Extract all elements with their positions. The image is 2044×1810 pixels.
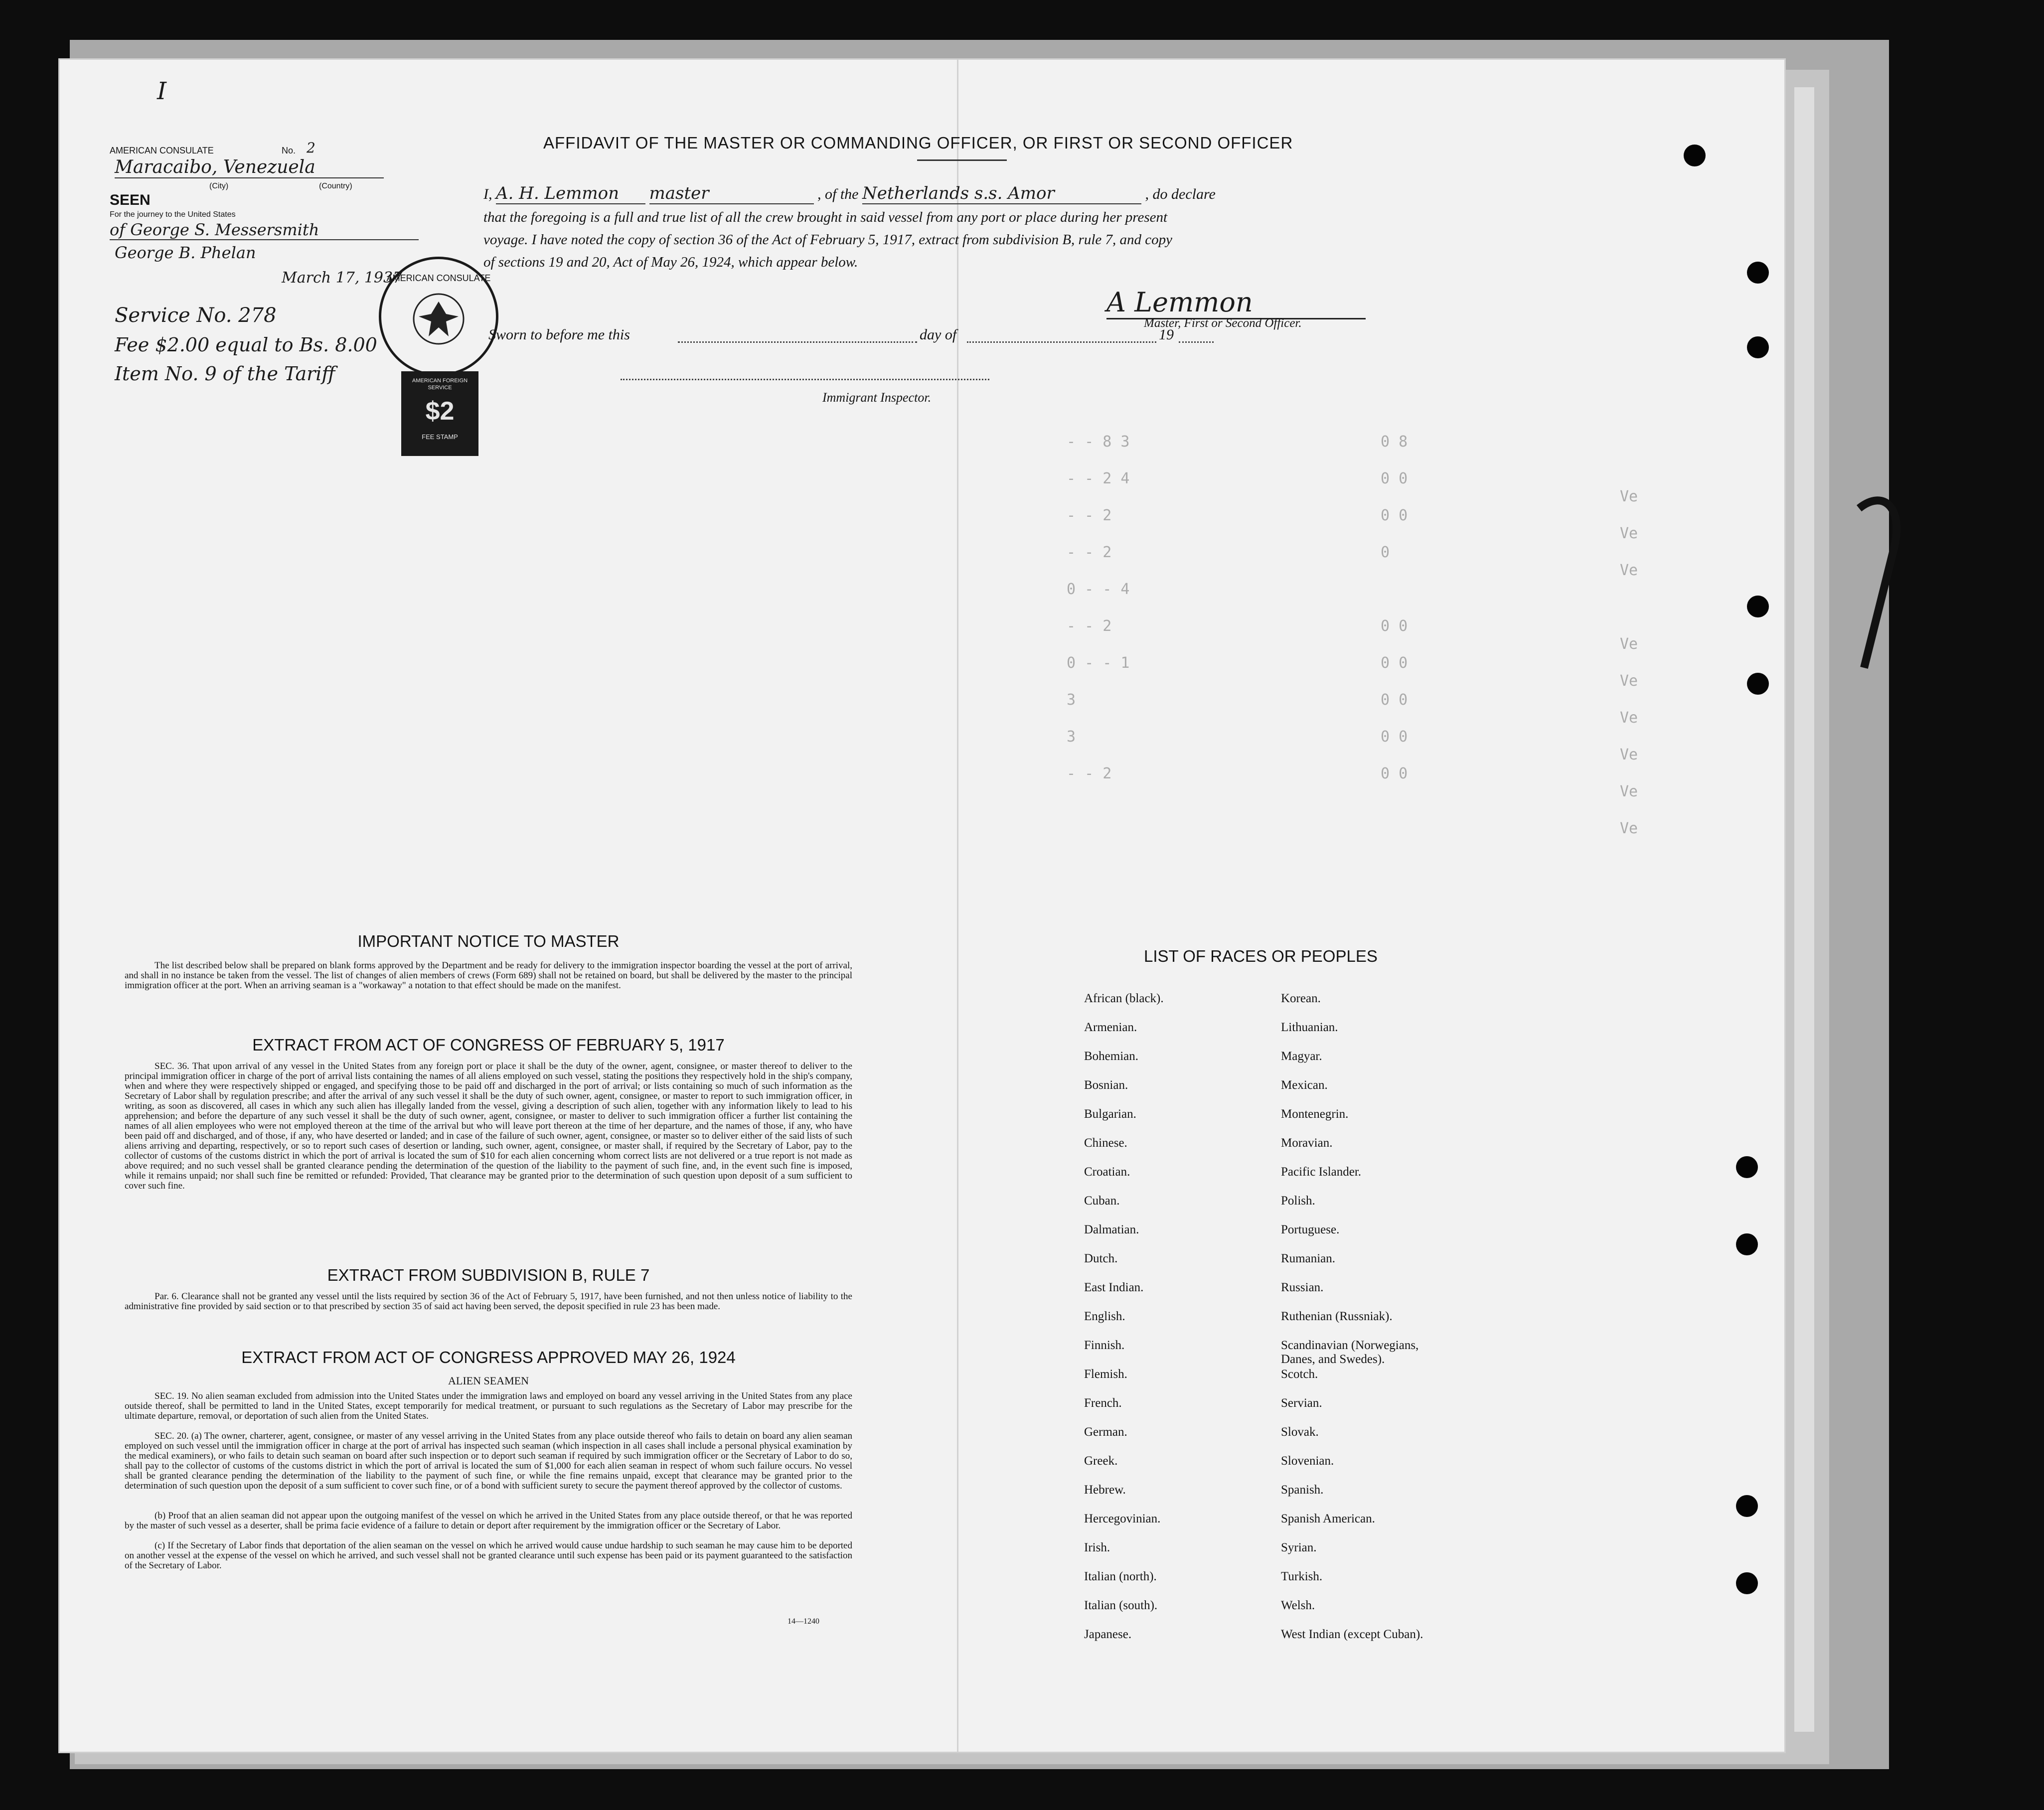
race-left: Bosnian. <box>1084 1078 1128 1092</box>
fee-stamp-top: AMERICAN FOREIGN SERVICE <box>412 378 468 391</box>
race-left: African (black). <box>1084 992 1164 1005</box>
race-right: Portuguese. <box>1281 1223 1340 1236</box>
race-left: Bulgarian. <box>1084 1107 1136 1121</box>
extract-1924-sec19: SEC. 19. No alien seaman excluded from admission into the United States under the immigration laws and employed on board any vessel arriving in the United States from any place outside thereof, shall be permitted to land in the United States, except temporarily for medical treatment, or pursuant to such regulations as the Secretary of Labor may prescribe for the ultimate departure, removal, or deportation of such alien from the United States. <box>125 1391 852 1421</box>
race-left: Chinese. <box>1084 1136 1127 1150</box>
master-name: A. H. Lemmon <box>496 183 645 204</box>
race-right: Montenegrin. <box>1281 1107 1349 1121</box>
race-left: English. <box>1084 1310 1125 1323</box>
binding-cord <box>1854 488 1914 678</box>
fee-stamp <box>401 371 478 456</box>
race-right: Pacific Islander. <box>1281 1165 1362 1179</box>
consulate-header: AMERICAN CONSULATE <box>110 146 214 155</box>
extract-rule7-title: EXTRACT FROM SUBDIVISION B, RULE 7 <box>327 1266 650 1284</box>
punch-hole <box>1736 1572 1758 1594</box>
sworn-month-field <box>967 341 1156 343</box>
punch-hole <box>1736 1495 1758 1517</box>
extract-1917-title: EXTRACT FROM ACT OF CONGRESS OF FEBRUARY 5, 1917 <box>252 1036 725 1054</box>
affidavit-line4: of sections 19 and 20, Act of May 26, 1924, which appear below. <box>483 254 858 270</box>
page-fold <box>957 60 958 1752</box>
declare-label: , do declare <box>1145 186 1216 202</box>
bleedthrough-column: - - 8 3 - - 2 4 - - 2 - - 2 0 - - 4 - - 2 0 - - 1 3 3 - - 2 <box>1067 433 1130 782</box>
extract-rule7-text: Par. 6. Clearance shall not be granted any vessel until the lists required by section 36 of the Act of February 5, 1917, have been furnished, and not then unless notice of liability to the administrative fine provided by said section or to that prescribed by section 35 of said act having been served, the deposit specified in rule 23 has been made. <box>125 1291 852 1312</box>
race-left: Italian (north). <box>1084 1570 1157 1583</box>
extract-1924-subtitle: ALIEN SEAMEN <box>448 1374 529 1387</box>
extract-1924-title: EXTRACT FROM ACT OF CONGRESS APPROVED MAY 26, 1924 <box>241 1348 736 1366</box>
consul-line: of George S. Messersmith <box>110 220 419 240</box>
race-left: French. <box>1084 1396 1122 1410</box>
bleedthrough-column: Ve Ve Ve Ve Ve Ve Ve Ve Ve <box>1620 488 1638 837</box>
race-left: Japanese. <box>1084 1628 1132 1641</box>
fee-note: Fee $2.00 equal to Bs. 8.00 <box>115 334 377 356</box>
affidavit-title: AFFIDAVIT OF THE MASTER OR COMMANDING OFFICER, OR FIRST OR SECOND OFFICER <box>543 134 1293 152</box>
punch-hole <box>1747 262 1769 284</box>
punch-hole <box>1747 336 1769 358</box>
service-number: Service No. 278 <box>115 304 277 327</box>
back-page-edge <box>1794 87 1814 1732</box>
consul-signature: George B. Phelan <box>115 243 256 262</box>
race-left: Italian (south). <box>1084 1599 1158 1612</box>
race-right: Scotch. <box>1281 1367 1318 1381</box>
race-right: West Indian (except Cuban). <box>1281 1628 1423 1641</box>
of-the-label: , of the <box>817 186 859 202</box>
inspector-line <box>621 379 989 380</box>
race-left: Hebrew. <box>1084 1483 1126 1497</box>
extract-1924-sec20b: (b) Proof that an alien seaman did not appear upon the outgoing manifest of the vessel on which he arrived in the United States from any place outside thereof, or that he was reported by the master of such vessel as a deserter, shall be prima facie evidence of a failure to detain or deport after requirement by the immigration officer or the Secretary of Labor. <box>125 1510 852 1531</box>
extract-1917-text: SEC. 36. That upon arrival of any vessel in the United States from any foreign port or place it shall be the duty of the owner, agent, consignee, or master thereof to deliver to the principal immigration officer in charge of the port of arrival lists containing the names of all aliens employed on such vessel, stating the positions they respectively hold in the ship's company, when and where they were respectively shipped or engaged, and specifying those to be paid off and discharged in the port of arrival; or lists containing so much of such information as the Secretary of Labor shall by regulation prescribe; and after the arrival of any such vessel it shall be the duty of such owner, agent, consignee, or master to report to such immigration officer, in writing, as soon as discovered, all cases in which any such alien has illegally landed from the vessel, giving a description of such alien, together with any information likely to lead to his apprehension; and before the departure of any such vessel it shall be the duty of such owner, agent, consignee, or master to deliver to such immigration officer a further list containing the names of all alien employees who were not employed thereon at the time of the arrival but who will leave port thereon at the time of her departure, and the names of those, if any, who have been paid off and discharged, and of those, if any, who have deserted or landed; and in case of the failure of such owner, agent, consignee, or master so to deliver either of the said lists of such aliens arriving and departing, respectively, or so to report such cases of desertion or landing, such owner, agent, consignee, or master shall, if required by the Secretary of Labor, pay to the collector of customs of the customs district in which the port of arrival is located the sum of $10 for each alien concerning whom correct lists are not delivered or a true report is not made as above required; and no such vessel shall be granted clearance pending the determination of the question of the liability to the payment of such fine, and, in the event such fine is imposed, while it remains unpaid; nor shall such fine be remitted or refunded: Provided, That clearance may be granted prior to the determination of such question upon deposit of a sum sufficient to cover such fine. <box>125 1061 852 1191</box>
race-left: Cuban. <box>1084 1194 1120 1207</box>
consulate-no-value: 2 <box>307 140 315 156</box>
race-right: Moravian. <box>1281 1136 1333 1150</box>
race-right: Korean. <box>1281 992 1321 1005</box>
race-right: Spanish American. <box>1281 1512 1375 1525</box>
consulate-date: March 17, 1937 <box>282 269 403 287</box>
i-label: I, <box>483 186 492 202</box>
year-label: 19 <box>1159 326 1174 343</box>
extract-1924-sec20a: SEC. 20. (a) The owner, charterer, agent, consignee, or master of any vessel arriving in the United States from any place outside thereof who fails to detain on board any alien seaman employed on such vessel until the immigration officer in charge at the port of arrival has inspected such seaman (which inspection in all cases shall include a personal physical examination by the medical examiners), or who fails to detain such seaman on board after such inspection or to deport such seaman if required by such immigration officer or the Secretary of Labor to do so, shall pay to the collector of customs of the customs district in which the port of arrival is located the sum of $1,000 for each alien seaman in respect of whom such failure occurs. No vessel shall be granted clearance pending the determination of the liability to the payment of such fine, or while the fine remains unpaid, except that clearance may be granted prior to the determination of such question upon the deposit of a sum sufficient to cover such fine, or of a bond with sufficient surety to secure the payment thereof approved by the collector of customs. <box>125 1431 852 1491</box>
fee-stamp-bottom: FEE STAMP <box>422 433 458 441</box>
race-right: Syrian. <box>1281 1541 1317 1554</box>
race-right: Lithuanian. <box>1281 1021 1338 1034</box>
punch-hole <box>1747 596 1769 617</box>
bleedthrough-column: 0 8 0 0 0 0 0 0 0 0 0 0 0 0 0 0 0 <box>1381 433 1408 782</box>
day-of-label: day of <box>920 326 957 343</box>
race-left: Dalmatian. <box>1084 1223 1139 1236</box>
sworn-date-field <box>678 341 917 343</box>
race-right: Magyar. <box>1281 1050 1322 1063</box>
signature-caption: Master, First or Second Officer. <box>1144 316 1302 330</box>
punch-hole <box>1736 1233 1758 1255</box>
tariff-item: Item No. 9 of the Tariff <box>115 363 335 385</box>
race-left: Flemish. <box>1084 1367 1127 1381</box>
punch-hole <box>1684 145 1706 166</box>
race-right: Welsh. <box>1281 1599 1315 1612</box>
sworn-year-field <box>1179 341 1214 343</box>
master-role: master <box>649 183 814 204</box>
form-number: 14—1240 <box>787 1617 819 1626</box>
race-right: Spanish. <box>1281 1483 1324 1497</box>
race-left: Croatian. <box>1084 1165 1130 1179</box>
notice-text: The list described below shall be prepared on blank forms approved by the Department and be ready for delivery to the immigration inspector boarding the vessel at the port of arrival, and shall in no instance be taken from the vessel. The list of changes of alien members of crews (Form 689) shall not be retained on board, but shall be delivered by the master to the principal immigration officer at the port. When an arriving seaman is a "workaway" a notation to that effect should be made on the manifest. <box>125 960 852 991</box>
race-left: Greek. <box>1084 1454 1118 1468</box>
race-right: Ruthenian (Russniak). <box>1281 1310 1393 1323</box>
eagle-icon <box>411 292 466 346</box>
race-left: Armenian. <box>1084 1021 1137 1034</box>
affidavit-line2: that the foregoing is a full and true list of all the crew brought in said vessel from any port or place during her present <box>483 209 1168 225</box>
notice-title: IMPORTANT NOTICE TO MASTER <box>357 932 620 950</box>
race-right: Rumanian. <box>1281 1252 1336 1265</box>
consulate-seal <box>379 257 498 376</box>
consulate-city: Maracaibo, Venezuela <box>115 157 384 178</box>
master-signature: A Lemmon <box>1106 287 1366 319</box>
consulate-no-label: No. <box>282 146 296 155</box>
race-left: Hercegovinian. <box>1084 1512 1161 1525</box>
race-right: Polish. <box>1281 1194 1315 1207</box>
race-left: Bohemian. <box>1084 1050 1139 1063</box>
city-caption: (City) <box>209 182 229 190</box>
race-right: Mexican. <box>1281 1078 1328 1092</box>
journey-label: For the journey to the United States <box>110 210 236 219</box>
race-left: Finnish. <box>1084 1339 1125 1352</box>
race-left: East Indian. <box>1084 1281 1144 1294</box>
punch-hole <box>1736 1156 1758 1178</box>
inspector-caption: Immigrant Inspector. <box>822 390 932 405</box>
extract-1924-sec20c: (c) If the Secretary of Labor finds that deportation of the alien seaman on the vessel on which he arrived would cause undue hardship to such seaman he may cause him to be deported on another vessel at the expense of the vessel on which he arrived, and such vessel shall not be granted clearance until such expense has been paid or its payment guaranteed to the satisfaction of the Secretary of Labor. <box>125 1540 852 1571</box>
punch-hole <box>1747 673 1769 695</box>
race-right: Servian. <box>1281 1396 1322 1410</box>
title-rule <box>917 159 1007 161</box>
affidavit-line1 <box>483 183 1216 204</box>
vessel-name: Netherlands s.s. Amor <box>862 183 1141 204</box>
race-left: Irish. <box>1084 1541 1110 1554</box>
country-caption: (Country) <box>319 182 352 190</box>
affidavit-line3: voyage. I have noted the copy of section 36 of the Act of February 5, 1917, extract from subdivision B, rule 7, and copy <box>483 232 1173 248</box>
race-left: Dutch. <box>1084 1252 1118 1265</box>
seal-text: AMERICAN CONSULATE <box>386 273 491 283</box>
races-title: LIST OF RACES OR PEOPLES <box>1144 947 1378 965</box>
race-right: Russian. <box>1281 1281 1324 1294</box>
fee-stamp-value: $2 <box>425 397 455 426</box>
page-mark: I <box>157 77 166 105</box>
race-right: Turkish. <box>1281 1570 1323 1583</box>
seen-label: SEEN <box>110 192 151 208</box>
document-page <box>60 60 1784 1752</box>
race-right: Scandinavian (Norwegians, Danes, and Swedes). <box>1281 1339 1419 1366</box>
race-left: German. <box>1084 1425 1127 1439</box>
race-right: Slovak. <box>1281 1425 1319 1439</box>
race-right: Slovenian. <box>1281 1454 1334 1468</box>
sworn-label: Sworn to before me this <box>488 326 630 343</box>
